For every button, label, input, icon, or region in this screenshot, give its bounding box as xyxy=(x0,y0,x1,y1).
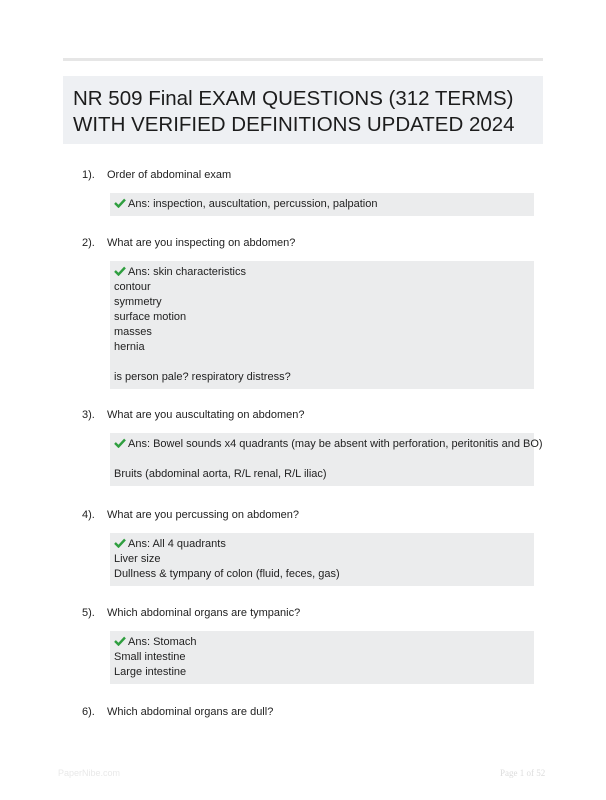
title-line-1: NR 509 Final EXAM QUESTIONS (312 TERMS) xyxy=(73,87,514,110)
answer-line: symmetry xyxy=(114,296,162,308)
answer-line: surface motion xyxy=(114,311,187,323)
question-text: Order of abdominal exam xyxy=(107,169,232,181)
answer-text: Ans: Bowel sounds x4 quadrants (may be absent with perforation, peritonitis and BO) xyxy=(128,438,543,450)
checkmark-icon xyxy=(114,198,126,208)
answer-text: Ans: Stomach xyxy=(128,636,197,648)
answer-line: masses xyxy=(114,326,152,338)
answer-box xyxy=(110,193,534,216)
top-divider xyxy=(63,58,543,61)
answer-line: is person pale? respiratory distress? xyxy=(114,371,291,383)
answer-text: Ans: skin characteristics xyxy=(128,266,246,278)
question-text: What are you inspecting on abdomen? xyxy=(107,237,296,249)
question-number: 2). xyxy=(82,237,95,249)
checkmark-icon xyxy=(114,266,126,276)
answer-line: hernia xyxy=(114,341,145,353)
question-number: 4). xyxy=(82,509,95,521)
answer-line: Small intestine xyxy=(114,651,186,663)
question-number: 3). xyxy=(82,409,95,421)
answer-box xyxy=(110,631,534,684)
question-text: Which abdominal organs are dull? xyxy=(107,706,274,718)
answer-line xyxy=(114,452,530,467)
checkmark-icon xyxy=(114,538,126,548)
checkmark-icon xyxy=(114,438,126,448)
answer-box xyxy=(110,261,534,389)
checkmark-icon xyxy=(114,636,126,646)
question-number: 6). xyxy=(82,706,95,718)
document-title-box xyxy=(63,76,543,144)
footer-watermark: PaperNibe.com xyxy=(58,768,121,778)
answer-line xyxy=(114,355,530,370)
question-text: Which abdominal organs are tympanic? xyxy=(107,607,301,619)
answer-line: contour xyxy=(114,281,151,293)
question-text: What are you auscultating on abdomen? xyxy=(107,409,305,421)
document-title xyxy=(73,86,533,138)
answer-box xyxy=(110,533,534,586)
question-number: 5). xyxy=(82,607,95,619)
answer-line: Dullness & tympany of colon (fluid, feces, gas) xyxy=(114,568,340,580)
answer-line: Liver size xyxy=(114,553,161,565)
answer-box xyxy=(110,433,543,486)
answer-line: Large intestine xyxy=(114,666,187,678)
title-line-2: WITH VERIFIED DEFINITIONS UPDATED 2024 xyxy=(73,113,515,136)
answer-text: Ans: All 4 quadrants xyxy=(128,538,226,550)
question-number: 1). xyxy=(82,169,95,181)
answer-line: Bruits (abdominal aorta, R/L renal, R/L iliac) xyxy=(114,468,327,480)
answer-text: Ans: inspection, auscultation, percussion, palpation xyxy=(128,198,378,210)
page-number: Page 1 of 52 xyxy=(500,768,546,778)
question-text: What are you percussing on abdomen? xyxy=(107,509,300,521)
